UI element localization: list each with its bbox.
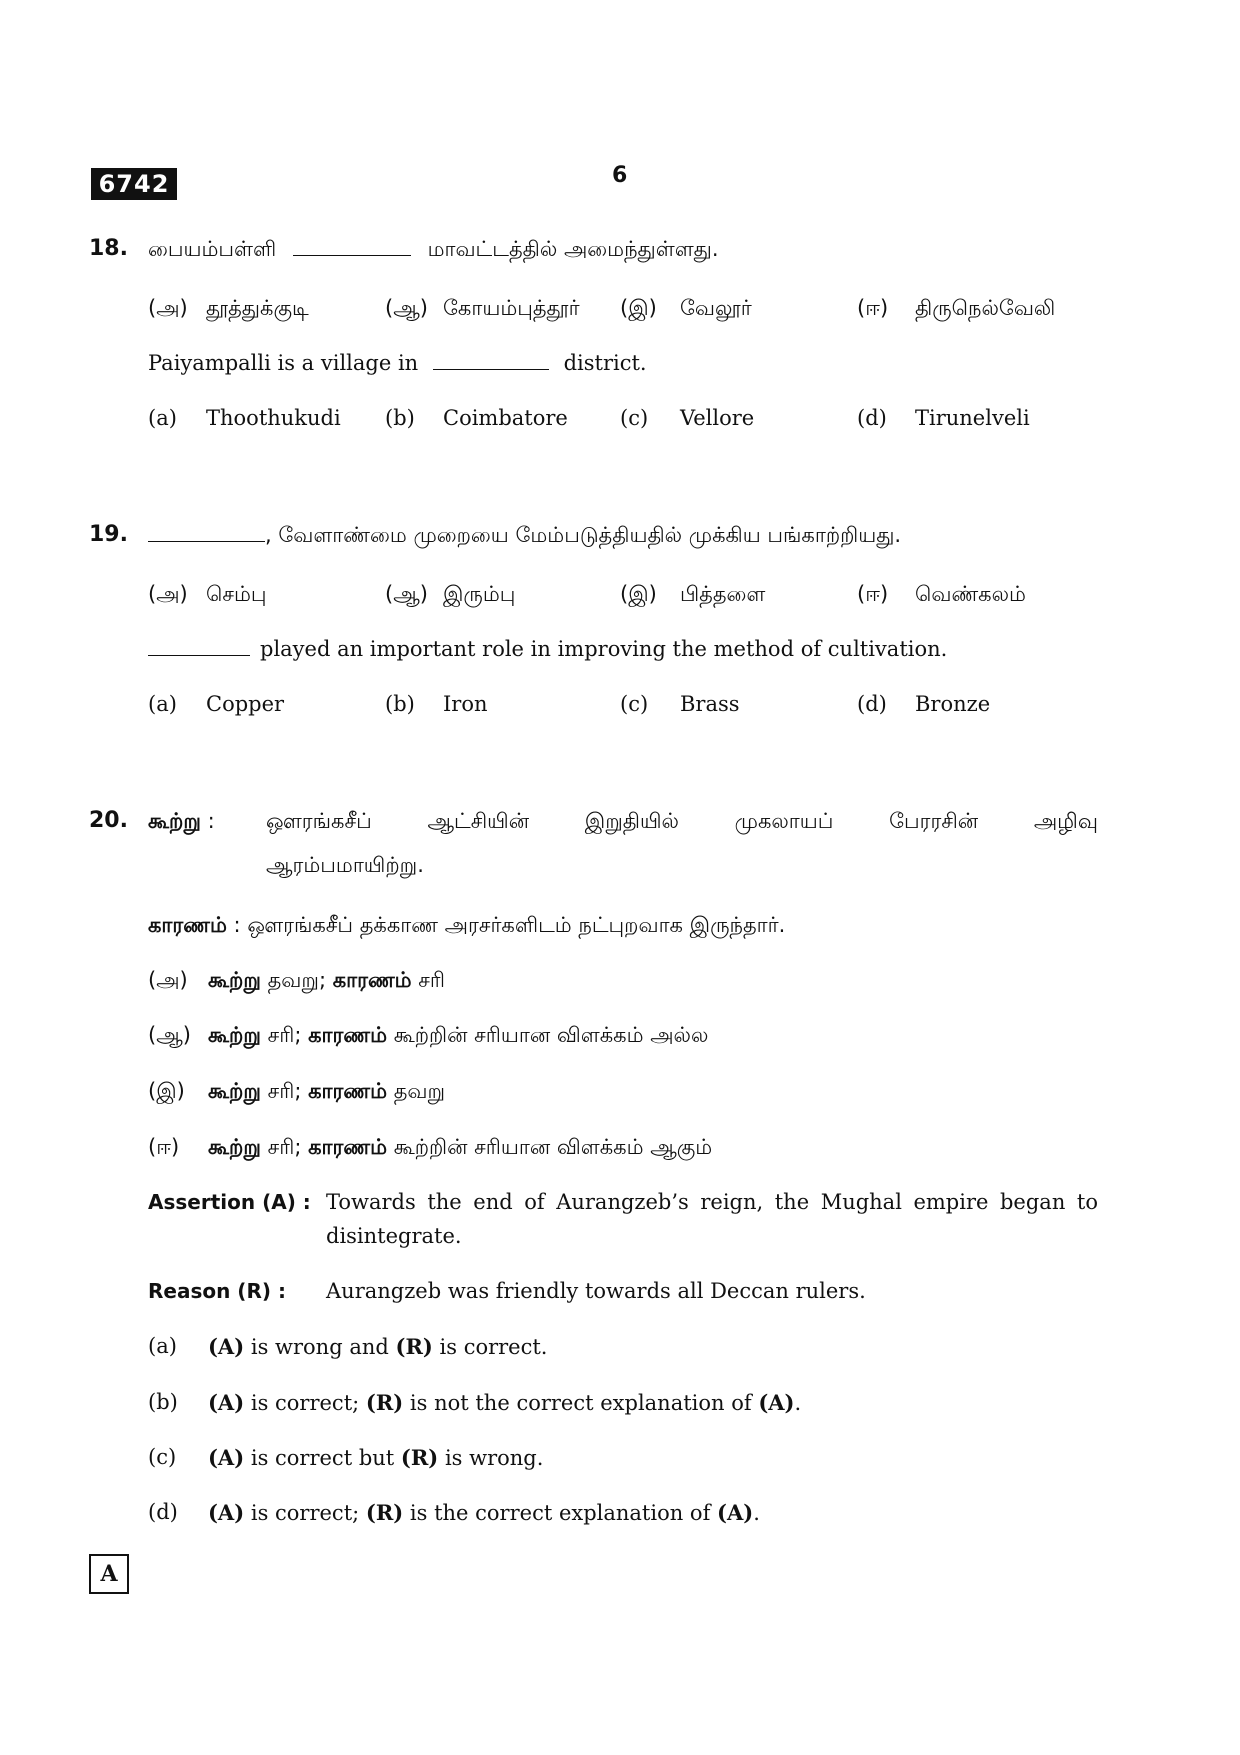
text: சரி; — [267, 1023, 302, 1047]
option-text: கோயம்புத்தூர் — [443, 296, 580, 320]
word: இறுதியில் — [584, 809, 679, 833]
option-label: (b) — [148, 1390, 178, 1414]
text: சரி — [418, 968, 446, 992]
option-label: (ஈ) — [857, 582, 889, 606]
question-text-after: மாவட்டத்தில் அமைந்துள்ளது. — [427, 237, 719, 261]
word: to — [1076, 1190, 1098, 1214]
keyword: கூற்று — [208, 1023, 261, 1047]
paper-code: 6742 — [91, 168, 177, 200]
option-text: Tirunelveli — [915, 406, 1030, 430]
text: தவறு — [393, 1079, 446, 1103]
option-text: தூத்துக்குடி — [206, 296, 309, 320]
option-text: செம்பு — [206, 582, 267, 606]
word: அழிவு — [1033, 809, 1098, 833]
option-label: (c) — [620, 692, 649, 716]
word: ஆட்சியின் — [427, 809, 530, 833]
reason-label-text: காரணம் — [148, 913, 227, 937]
word: முகலாயப் — [734, 809, 834, 833]
option-label: (d) — [857, 406, 887, 430]
option-text: Thoothukudi — [206, 406, 341, 430]
option-label: (அ) — [148, 296, 188, 320]
option-label: (இ) — [148, 1079, 185, 1103]
text: is wrong and — [250, 1335, 389, 1359]
word: empire — [913, 1190, 989, 1214]
option-text — [208, 1079, 445, 1106]
option-text: Copper — [206, 692, 285, 716]
keyword: (R) — [365, 1500, 404, 1525]
text: is correct; — [250, 1501, 360, 1525]
page-number: 6 — [612, 163, 628, 188]
assertion-line2: disintegrate. — [326, 1224, 462, 1248]
reason-text: ஔரங்கசீப் தக்காண அரசர்களிடம் நட்புறவாக இருந்தார். — [247, 913, 786, 937]
word: end — [473, 1190, 513, 1214]
text: கூற்றின் சரியான விளக்கம் அல்ல — [393, 1023, 709, 1047]
option-label: (ஆ) — [385, 296, 428, 320]
reason-label: Reason (R) : — [148, 1279, 286, 1303]
option-label: (அ) — [148, 968, 188, 992]
english-question — [148, 637, 947, 661]
word: ஔரங்கசீப் — [266, 809, 372, 833]
option-text: Coimbatore — [443, 406, 568, 430]
text: is correct; — [250, 1391, 360, 1415]
option-text: Vellore — [680, 406, 755, 430]
paper-set-badge: A — [89, 1554, 129, 1594]
reason-text: Aurangzeb was friendly towards all Deccan rulers. — [326, 1279, 866, 1303]
tamil-question — [148, 523, 901, 550]
keyword: (A) — [717, 1500, 754, 1525]
keyword: (R) — [400, 1445, 439, 1470]
option-text — [208, 968, 445, 995]
option-label: (இ) — [620, 296, 657, 320]
option-label: (ஆ) — [385, 582, 428, 606]
text: . — [753, 1501, 760, 1525]
tamil-assertion-line1 — [266, 809, 1098, 836]
text: is not the correct explanation of — [409, 1391, 752, 1415]
word: the — [774, 1190, 810, 1214]
keyword: (A) — [208, 1445, 245, 1470]
word: reign, — [700, 1190, 764, 1214]
option-label: (a) — [148, 406, 177, 430]
keyword: காரணம் — [308, 1023, 387, 1047]
answer-blank — [148, 540, 265, 542]
word: the — [427, 1190, 462, 1214]
question-text-before: பையம்பள்ளி — [148, 237, 277, 261]
option-text: Brass — [680, 692, 740, 716]
option-text: Bronze — [915, 692, 991, 716]
keyword: கூற்று — [208, 1135, 261, 1159]
keyword: (A) — [208, 1334, 245, 1359]
option-text — [208, 1390, 801, 1415]
question-text-after: , வேளாண்மை முறையை மேம்படுத்தியதில் முக்கிய பங்காற்றியது. — [265, 523, 902, 547]
option-text — [208, 1445, 543, 1470]
option-label: (இ) — [620, 582, 657, 606]
text: is correct but — [250, 1446, 395, 1470]
question-number: 19. — [89, 522, 128, 547]
option-label: (ஈ) — [857, 296, 889, 320]
option-text: திருநெல்வேலி — [915, 296, 1056, 320]
keyword: கூற்று — [208, 1079, 261, 1103]
question-text-after: district. — [563, 351, 647, 375]
option-label: (b) — [385, 692, 415, 716]
option-text: வேலூர் — [680, 296, 752, 320]
keyword: கூற்று — [208, 968, 261, 992]
keyword: (R) — [395, 1334, 433, 1359]
answer-blank — [433, 368, 549, 370]
keyword: (R) — [365, 1390, 404, 1415]
tamil-assertion-line2: ஆரம்பமாயிற்று. — [266, 853, 424, 877]
option-text — [208, 1334, 547, 1359]
option-label: (a) — [148, 1334, 177, 1358]
question-number: 20. — [89, 808, 128, 833]
option-label: (d) — [148, 1500, 178, 1524]
option-text — [208, 1023, 708, 1050]
option-text — [208, 1135, 712, 1162]
word: of — [524, 1190, 545, 1214]
assertion-label-text: கூற்று — [148, 809, 201, 833]
keyword: காரணம் — [308, 1135, 387, 1159]
assertion-line1 — [326, 1190, 1098, 1214]
keyword: காரணம் — [308, 1079, 387, 1103]
text: is correct. — [439, 1335, 548, 1359]
word: Aurangzeb’s — [556, 1190, 689, 1214]
text: is wrong. — [444, 1446, 544, 1470]
option-text: இரும்பு — [443, 582, 516, 606]
tamil-reason: காரணம் : ஔரங்கசீப் தக்காண அரசர்களிடம் நட்புறவாக இருந்தார். — [148, 913, 786, 937]
question-text-before: Paiyampalli is a village in — [148, 351, 419, 375]
option-label: (ஈ) — [148, 1135, 180, 1159]
option-label: (c) — [148, 1445, 177, 1469]
text: is the correct explanation of — [409, 1501, 711, 1525]
word: Towards — [326, 1190, 416, 1214]
option-label: (ஆ) — [148, 1023, 191, 1047]
question-number: 18. — [89, 236, 128, 261]
option-label: (அ) — [148, 582, 188, 606]
option-label: (a) — [148, 692, 177, 716]
option-label: (d) — [857, 692, 887, 716]
text: தவறு; — [267, 968, 327, 992]
option-label: (c) — [620, 406, 649, 430]
keyword: (A) — [208, 1390, 245, 1415]
option-text: Iron — [443, 692, 488, 716]
keyword: காரணம் — [332, 968, 412, 992]
tamil-question — [148, 237, 719, 264]
text: சரி; — [267, 1079, 302, 1103]
text: . — [794, 1391, 802, 1415]
text: கூற்றின் சரியான விளக்கம் ஆகும் — [393, 1135, 713, 1159]
option-text — [208, 1500, 760, 1525]
english-question — [148, 351, 647, 375]
word: பேரரசின் — [889, 809, 979, 833]
option-text: பித்தளை — [680, 582, 766, 606]
word: Mughal — [820, 1190, 902, 1214]
answer-blank — [293, 254, 411, 256]
option-text: வெண்கலம் — [915, 582, 1026, 606]
word: began — [999, 1190, 1066, 1214]
tamil-assertion-label: கூற்று : — [148, 809, 215, 833]
text: சரி; — [267, 1135, 302, 1159]
answer-blank — [148, 654, 250, 656]
question-text-after: played an important role in improving the method of cultivation. — [260, 637, 948, 661]
option-label: (b) — [385, 406, 415, 430]
assertion-label: Assertion (A) : — [148, 1190, 311, 1214]
keyword: (A) — [758, 1390, 795, 1415]
keyword: (A) — [208, 1500, 245, 1525]
